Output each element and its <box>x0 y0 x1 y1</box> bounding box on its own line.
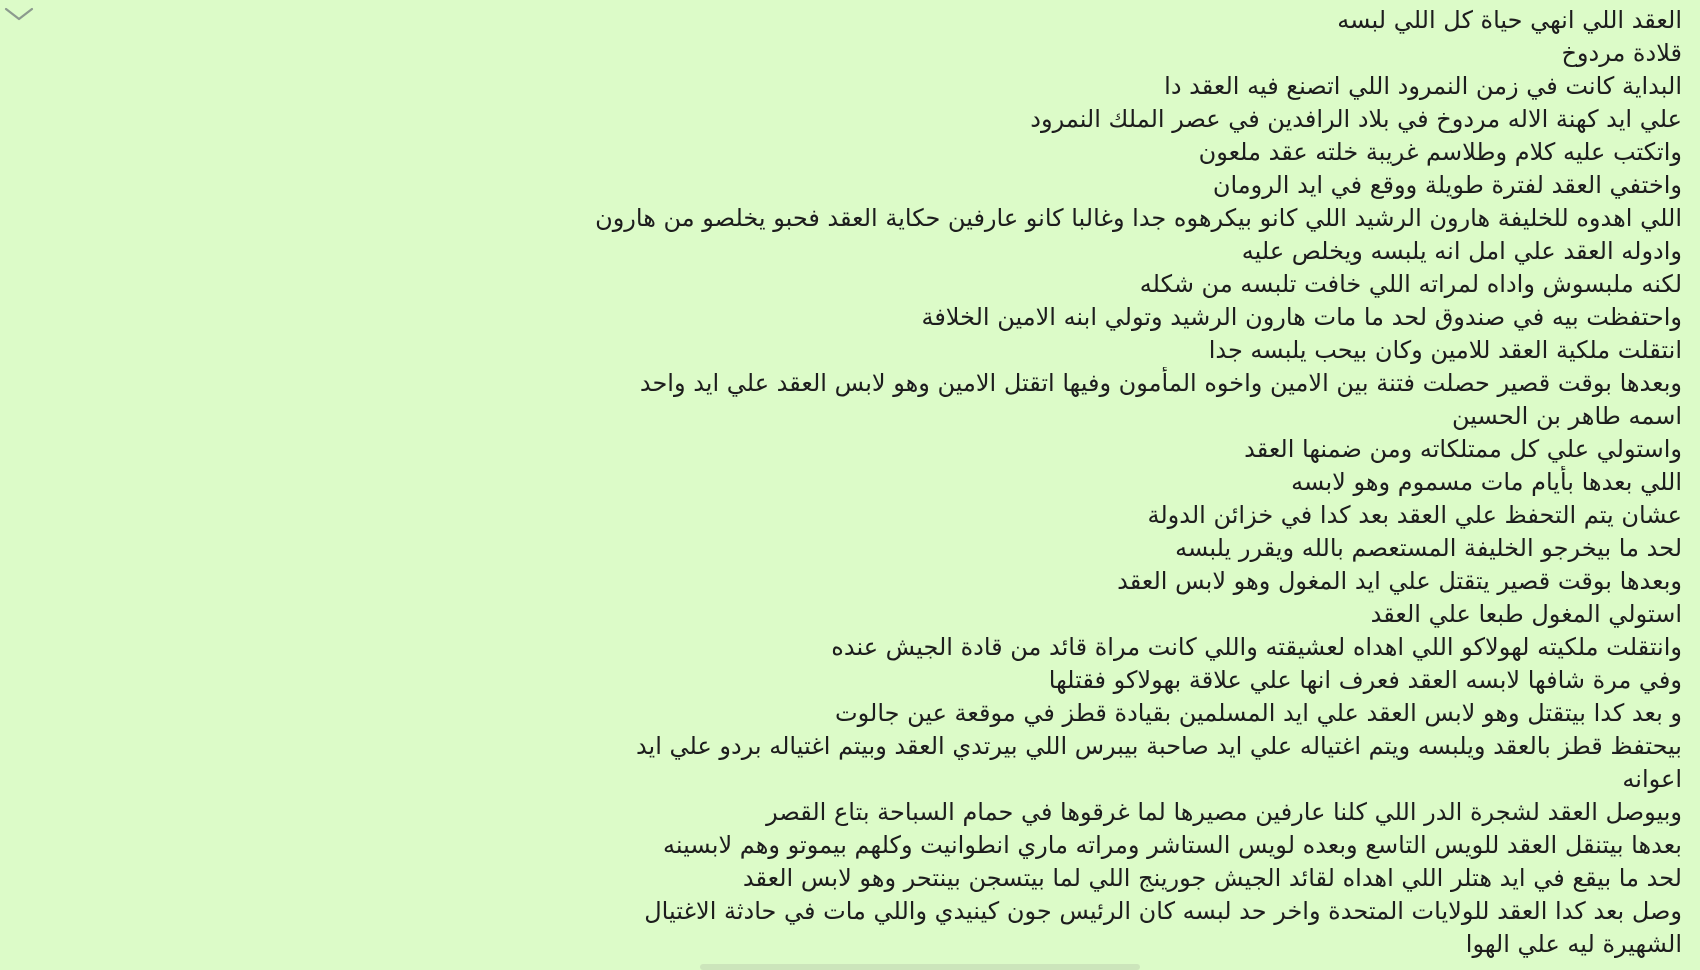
message-line: وانتقلت ملكيته لهولاكو اللي اهداه لعشيقته واللي كانت مراة قائد من قادة الجيش عنده <box>831 633 1682 661</box>
message-line: قلادة مردوخ <box>1561 39 1682 67</box>
message-line: واتكتب عليه كلام وطلاسم غريبة خلته عقد ملعون <box>1198 138 1682 166</box>
message-line: لحد ما بيقع في ايد هتلر اللي اهداه لقائد الجيش جورينج اللي لما بيتسجن بينتحر وهو لابس العقد <box>742 864 1682 892</box>
message-line: اللي بعدها بأيام مات مسموم وهو لابسه <box>1291 468 1682 496</box>
message-line: واستولي علي كل ممتلكاته ومن ضمنها العقد <box>1244 435 1682 463</box>
message-line: اللي اهدوه للخليفة هارون الرشيد اللي كانو بيكرهوه جدا وغالبا كانو عارفين حكاية العقد فحبو يخلصو من هارون <box>595 204 1682 232</box>
message-line: الشهيرة ليه علي الهوا <box>1465 930 1682 958</box>
message-line: بيحتفظ قطز بالعقد ويلبسه ويتم اغتياله علي ايد صاحبة بيبرس اللي بيرتدي العقد وبيتم اغتياله بردو علي ايد <box>635 732 1682 760</box>
message-line: واختفي العقد لفترة طويلة ووقع في ايد الرومان <box>1212 171 1682 199</box>
message-text <box>6 4 1682 961</box>
cutoff-text-line <box>700 952 1140 970</box>
message-line: استولي المغول طبعا علي العقد <box>1370 600 1682 628</box>
message-line: و بعد كدا بيتقتل وهو لابس العقد علي ايد المسلمين بقيادة قطز في موقعة عين جالوت <box>835 699 1682 727</box>
message-line: وبعدها بوقت قصير يتقتل علي ايد المغول وهو لابس العقد <box>1117 567 1682 595</box>
message-line: وفي مرة شافها لابسه العقد فعرف انها علي علاقة بهولاكو فقتلها <box>1048 666 1682 694</box>
message-line: علي ايد كهنة الاله مردوخ في بلاد الرافدين في عصر الملك النمرود <box>1030 105 1682 133</box>
message-line: العقد اللي انهي حياة كل اللي لبسه <box>1337 6 1682 34</box>
message-line: البداية كانت في زمن النمرود اللي اتصنع فيه العقد دا <box>1164 72 1682 100</box>
message-line: بعدها بيتنقل العقد للويس التاسع وبعده لويس الستاشر ومراته ماري انطوانيت وكلهم بيموتو وهم لابسينه <box>663 831 1682 859</box>
message-line: اعوانه <box>1622 765 1682 793</box>
message-line: عشان يتم التحفظ علي العقد بعد كدا في خزائن الدولة <box>1147 501 1682 529</box>
message-line: وصل بعد كدا العقد للولايات المتحدة واخر حد لبسه كان الرئيس جون كينيدي واللي مات في حادثة الاغتيال <box>644 897 1682 925</box>
message-line: وبعدها بوقت قصير حصلت فتنة بين الامين واخوه المأمون وفيها اتقتل الامين وهو لابس العقد علي ايد واحد <box>639 369 1682 397</box>
message-line: اسمه طاهر بن الحسين <box>1451 402 1682 430</box>
message-line: وبيوصل العقد لشجرة الدر اللي كلنا عارفين مصيرها لما غرقوها في حمام السباحة بتاع القصر <box>766 798 1682 826</box>
message-line: وادوله العقد علي امل انه يلبسه ويخلص عليه <box>1241 237 1682 265</box>
message-line: لحد ما بيخرجو الخليفة المستعصم بالله ويقرر يلبسه <box>1175 534 1682 562</box>
message-line: انتقلت ملكية العقد للامين وكان بيحب يلبسه جدا <box>1208 336 1682 364</box>
message-line: واحتفظت بيه في صندوق لحد ما مات هارون الرشيد وتولي ابنه الامين الخلافة <box>921 303 1682 331</box>
message-line: لكنه ملبسوش واداه لمراته اللي خافت تلبسه من شكله <box>1139 270 1682 298</box>
